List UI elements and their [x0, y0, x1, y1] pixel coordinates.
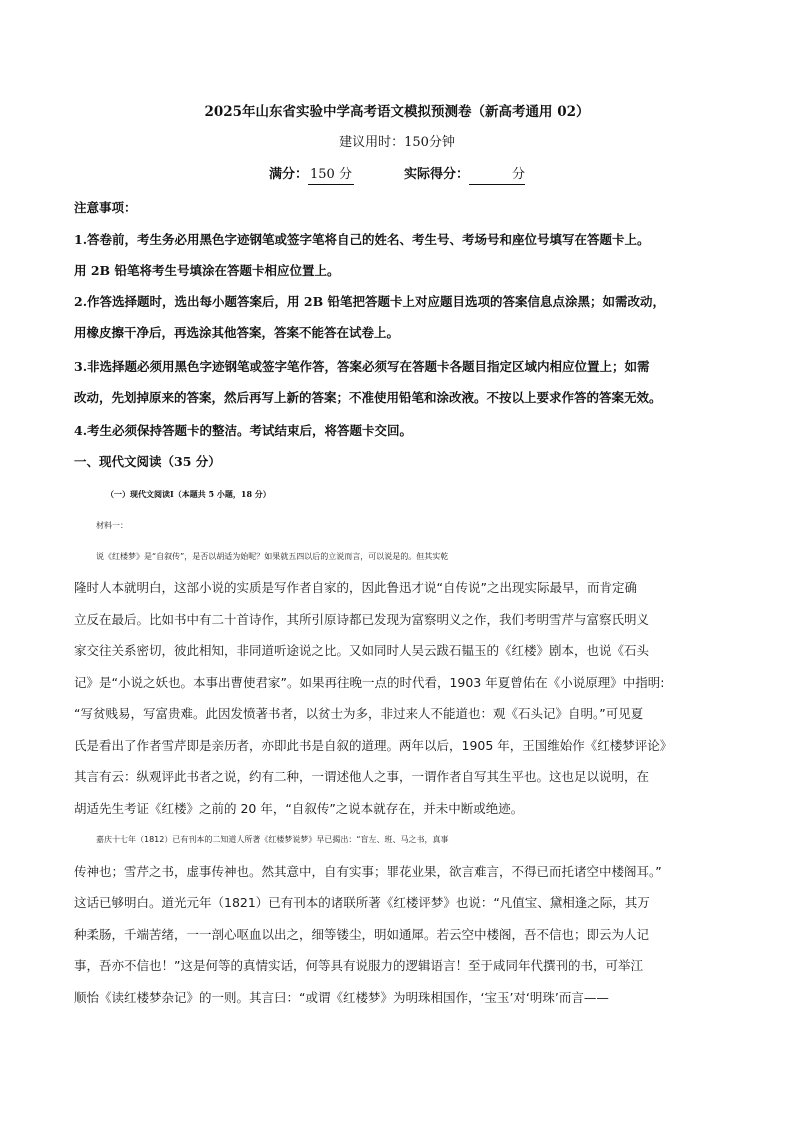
paragraph-line: 种柔肠，千端苦绪，一一剖心呕血以出之，细等镂尘，明如通犀。若云空中楼阁，吾不信也；即云为人记: [74, 927, 650, 942]
full-score-value: 150 分: [308, 166, 354, 185]
paragraph-line: 顺怡《读红楼梦杂记》的一则。其言曰：“或谓《红楼梦》为明珠相国作，‘宝玉’对‘明珠’而言——: [74, 990, 609, 1005]
paragraph-line: “写贫贱易，写富贵难。此因发愤著书者，以贫士为多，非过来人不能道也：观《石头记》自明。”可见夏: [74, 706, 644, 721]
notice-line: 用橡皮擦干净后，再选涂其他答案，答案不能答在试卷上。: [74, 325, 400, 340]
notice-line: 改动，先划掉原来的答案，然后再写上新的答案；不准使用铅笔和涂改液。不按以上要求作答的答案无效。: [74, 390, 662, 405]
score-line: [0, 166, 794, 185]
paragraph-line: 事，吾亦不信也！”这是何等的真情实话，何等具有说服力的逻辑语言！至于咸同年代撰刊的书，可举江: [74, 958, 643, 973]
section-heading: 一、现代文阅读（35 分）: [74, 454, 221, 469]
paragraph-line: 传神也；雪芹之书，虚事传神也。然其意中，自有实事；罪花业果，欲言难言，不得已而托诸空中楼阁耳。”: [74, 864, 662, 879]
paragraph-line: 嘉庆十七年（1812）已有刊本的二知道人所著《红楼梦说梦》早已揭出：“盲左、班、马之书，真事: [96, 835, 449, 844]
exam-title: 2025年山东省实验中学高考语文模拟预测卷（新高考通用 02）: [204, 104, 590, 120]
section-subheading: （一）现代文阅读Ⅰ（本题共 5 小题，18 分）: [106, 489, 271, 499]
notice-line: 4.考生必须保持答题卡的整洁。考试结束后，将答题卡交回。: [74, 423, 413, 438]
paragraph-line: 立反在最后。比如书中有二十首诗作，其所引原诗都已发现为富察明义之作，我们考明雪芹与富察氏明义: [74, 612, 650, 627]
notice-line: 1.答卷前，考生务必用黑色字迹钢笔或签字笔将自己的姓名、考生号、考场号和座位号填写在答题卡上。: [74, 232, 650, 247]
paragraph-line: 说《红楼梦》是“自叙传”，是否以胡适为始呢？如果就五四以后的立说而言，可以说是的。但其实乾: [96, 552, 449, 561]
paragraph-line: 这话已够明白。道光元年（1821）已有刊本的诸联所著《红楼评梦》也说：“凡值宝、黛相逢之际，其万: [74, 895, 650, 910]
notice-line: 用 2B 铅笔将考生号填涂在答题卡相应位置上。: [74, 263, 340, 278]
notice-line: 2.作答选择题时，选出每小题答案后，用 2B 铅笔把答题卡上对应题目选项的答案信息点涂黑；如需改动，: [74, 294, 666, 309]
actual-score-blank: 分: [469, 166, 525, 185]
paragraph-line: 隆时人本就明白，这部小说的实质是写作者自家的，因此鲁迅才说“自传说”之出现实际最早，而肯定确: [74, 580, 637, 595]
full-score-label: 满分：: [268, 167, 308, 182]
paragraph-line: 胡适先生考证《红楼》之前的 20 年，“自叙传”之说本就存在，并未中断或绝迹。: [74, 801, 524, 816]
paragraph-line: 氏是看出了作者雪芹即是亲历者，亦即此书是自叙的道理。两年以后，1905 年，王国维始作《红楼梦评论》: [74, 738, 673, 753]
paragraph-line: 家交往关系密切，彼此相知，非同道听途说之比。又如同时人吴云跋石韫玉的《红楼》剧本，也说《石头: [74, 643, 650, 658]
suggested-time: 建议用时：150分钟: [339, 135, 455, 150]
material-label: 材料一：: [96, 521, 128, 530]
paragraph-line: 记》是“小说之妖也。本事出曹使君家”。如果再往晚一点的时代看，1903 年夏曾佑在《小说原理》中指明:: [74, 675, 665, 690]
notice-line: 3.非选择题必须用黑色字迹钢笔或签字笔作答，答案必须写在答题卡各题目指定区域内相应位置上；如需: [74, 359, 650, 374]
actual-score-label: 实际得分：: [404, 167, 470, 182]
paragraph-line: 其言有云：纵观评此书者之说，约有二种，一谓述他人之事，一谓作者自写其生平也。这也足以说明，在: [74, 769, 650, 784]
notice-heading: 注意事项：: [74, 200, 137, 215]
